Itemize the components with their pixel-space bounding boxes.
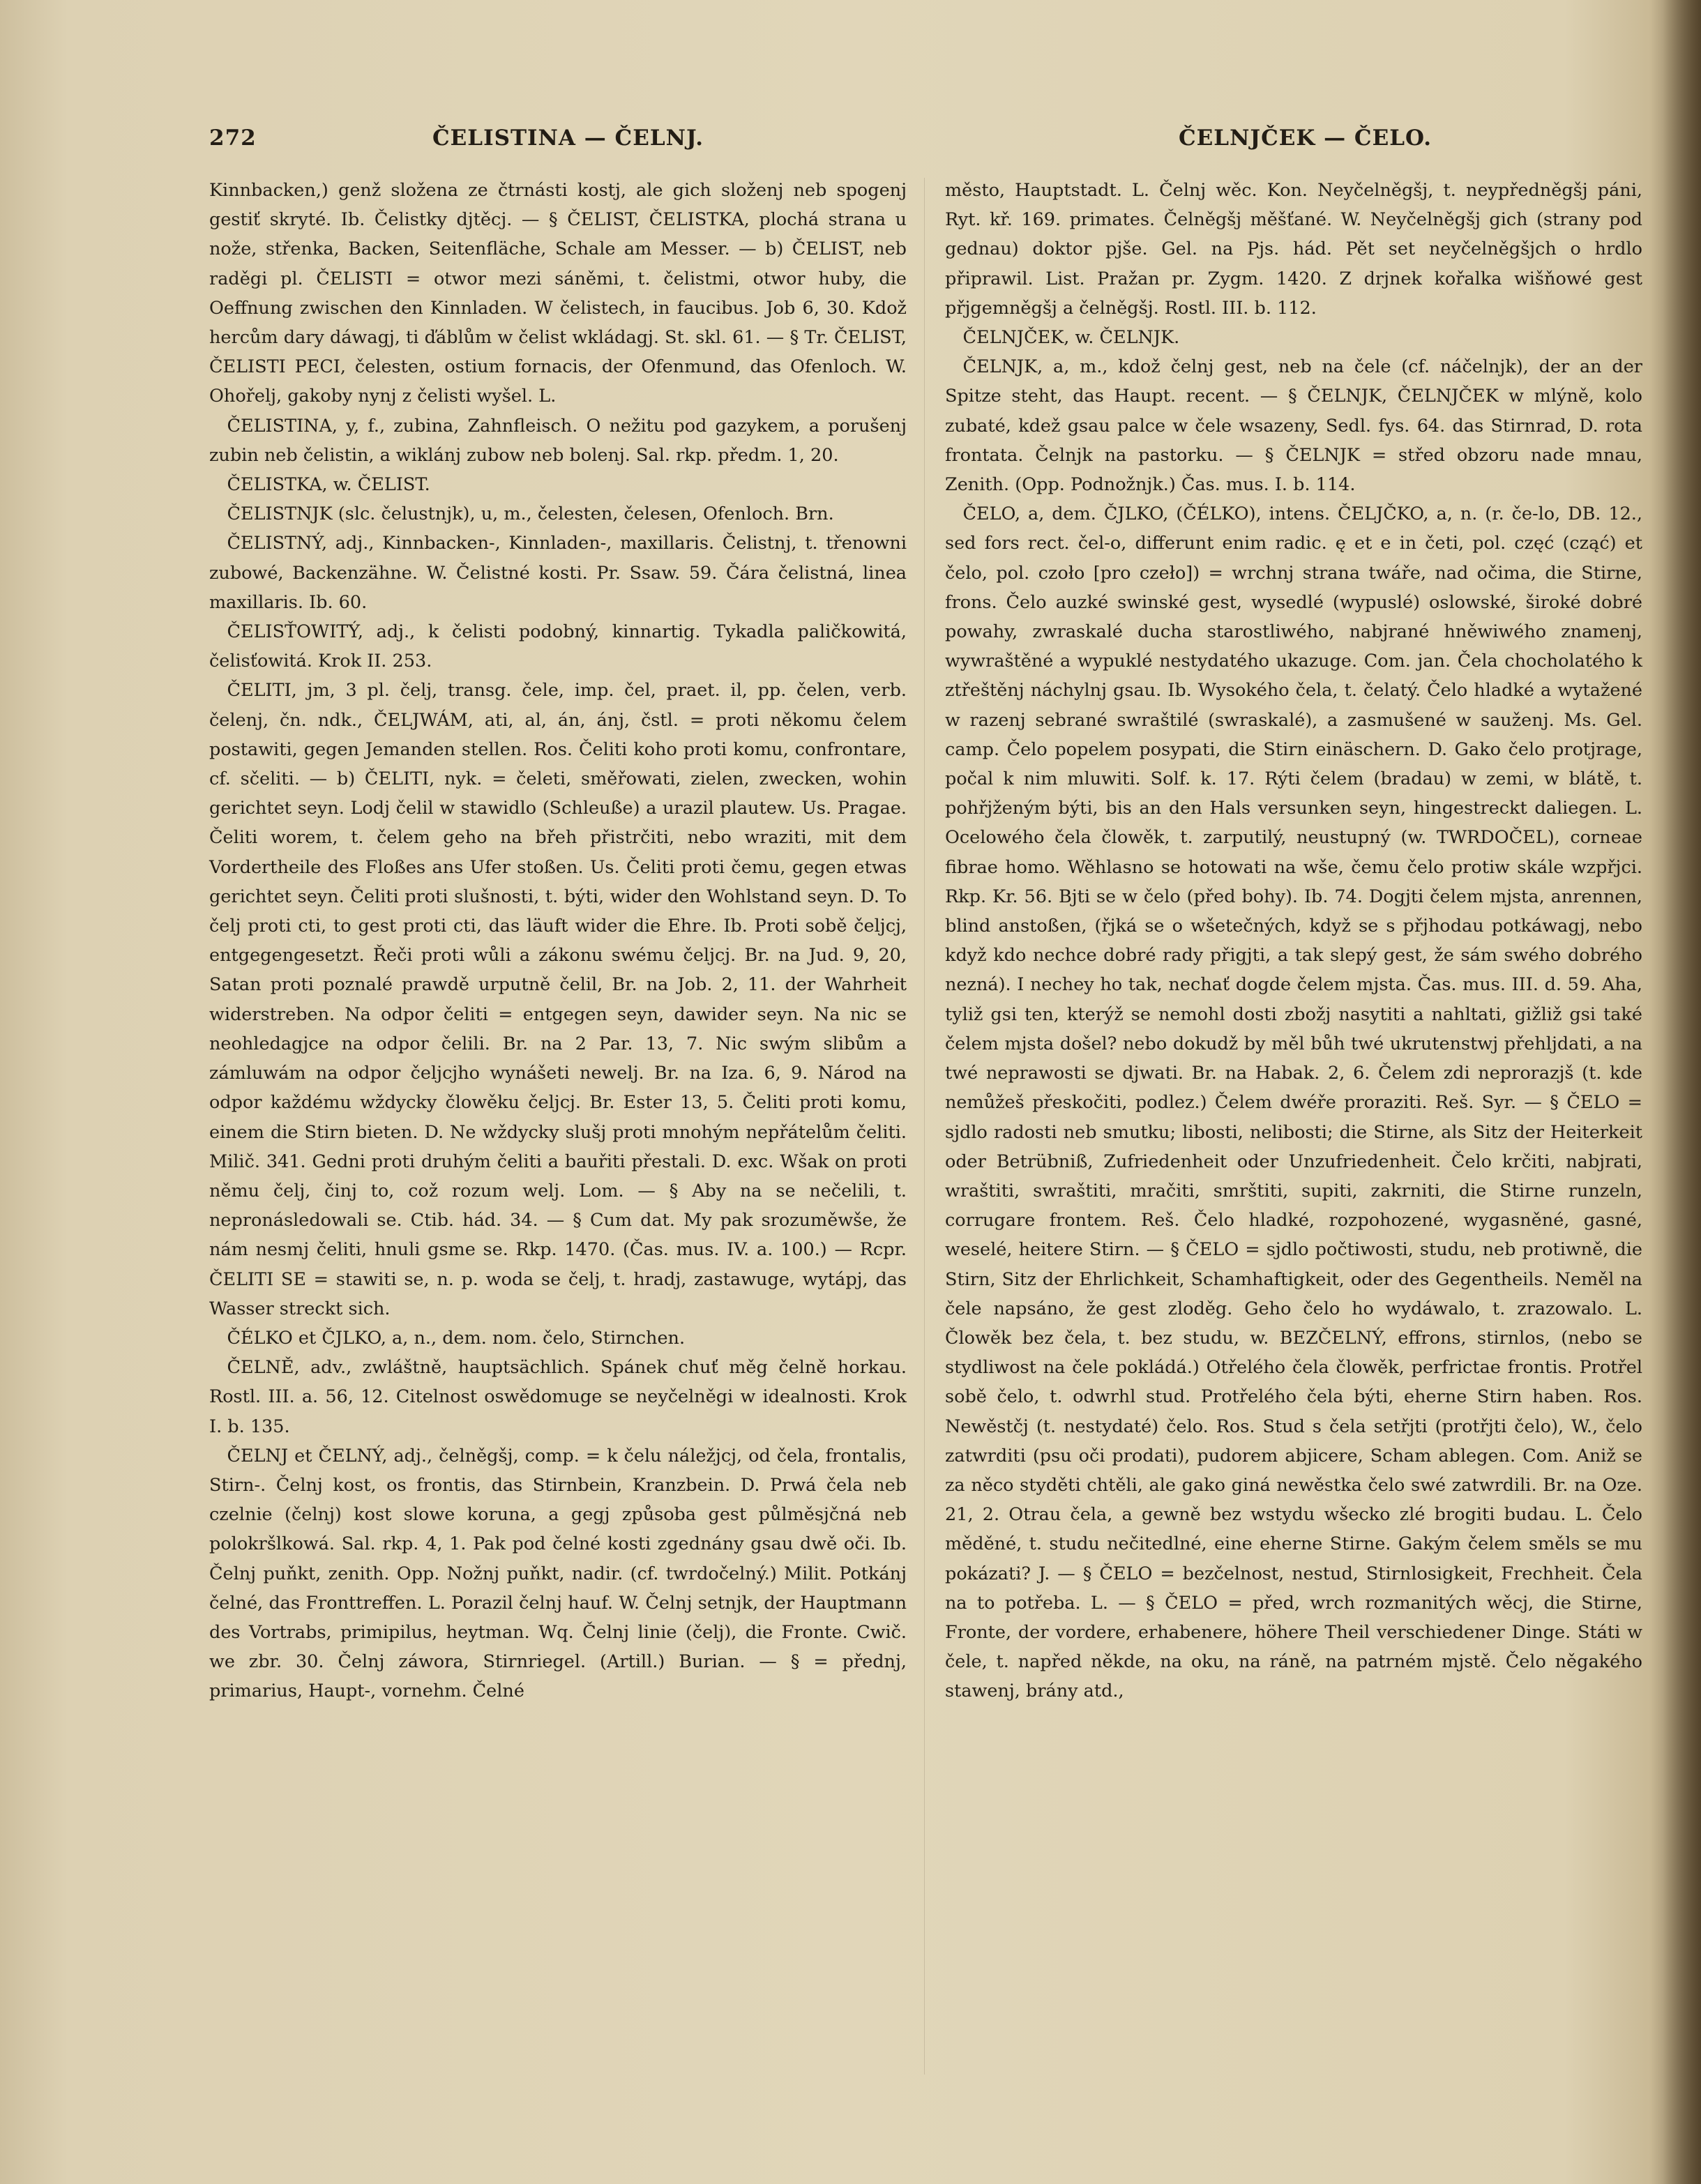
dictionary-entry: ČÉLKO et ČJLKO, a, n., dem. nom. čelo, Stirnchen. [227, 1327, 686, 1349]
running-head-right: ČELNJČEK — ČELO. [1179, 126, 1432, 151]
dictionary-entry: ČELISŤOWITÝ, adj., k čelisti podobný, kinnartig. Tykadla paličkowitá, čelisťowitá. Krok II. 253. [209, 621, 907, 672]
right-column [945, 176, 1642, 1706]
dictionary-entry: ČELNJK, a, m., kdož čelnj gest, neb na čele (cf. náčelnjk), der an der Spitze steht, das Haupt. recent. — § ČELNJK, ČELNJČEK w mlýně, kolo zubaté, kdež gsau palce w čele wsazeny, Sedl. fys. 64. das Stirnrad, D. rota frontata. Čelnjk na pastorku. — § ČELNJK = střed obzoru nade mnau, Zenith. (Opp. Podnožnjk.) Čas. mus. I. b. 114. [945, 356, 1642, 496]
left-column [209, 176, 907, 1706]
dictionary-entry: ČELISTNJK (slc. čelustnjk), u, m., čelesten, čelesen, Ofenloch. Brn. [227, 503, 834, 525]
dictionary-entry: Kinnbacken,) genž složena ze čtrnásti kostj, ale gich složenj neb spogenj gestiť skryté. Ib. Čelistky djtěcj. — § ČELIST, ČELISTKA, plochá strana u nože, střenka, Backen, Seitenfläche, Schale am Messer. — b) ČELIST, neb raděgi pl. ČELISTI = otwor mezi sáněmi, t. čelistmi, otwor huby, die Oeffnung zwischen den Kinnladen. W čelistech, in faucibus. Job 6, 30. Kdož hercům dary dáwagj, ti ďáblům w čelist wkládagj. St. skl. 61. — § Tr. ČELIST, ČELISTI PECI, čelesten, ostium fornacis, der Ofenmund, das Ofenloch. W. Ohořelj, gakoby nynj z čelisti wyšel. L. [209, 180, 907, 407]
dictionary-entry: ČELO, a, dem. ČJLKO, (ČÉLKO), intens. ČELJČKO, a, n. (r. če-lo, DB. 12., sed fors rect. čel-o, differunt enim radic. ę et e in četi, pol. częć (cząć) et čelo, pol. czoło [pro czeło]) = wrchnj strana twáře, nad očima, die Stirne, frons. Čelo auzké swinské gest, wysedlé (wypuslé) oslowské, široké dobré powahy, zwraskalé ducha starostliwého, nabjrané hněwiwého znamenj, wywraštěné a wypuklé nestydatého ukazuge. Com. jan. Čela chocholatého k ztřeštěnj náchylnj gsau. Ib. Wysokého čela, t. čelatý. Čelo hladké a wytažené w razenj sebrané swraštilé (swraskalé), a zasmušené w sauženj. Ms. Gel. camp. Čelo popelem posypati, die Stirn einäschern. D. Gako čelo protjrage, počal k nim mluwiti. Solf. k. 17. Rýti čelem (bradau) w zemi, w blátě, t. pohřjženým býti, bis an den Hals versunken seyn, hingestreckt daliegen. L. Ocelowého čela člowěk, t. zarputilý, neustupný (w. TWRDOČEL), corneae fibrae homo. Wěhlasno se hotowati na wše, čemu čelo protiw skále wzpřjci. Rkp. Kr. 56. Bjti se w čelo (před bohy). Ib. 74. Dogjti čelem mjsta, anrennen, blind anstoßen, (řjká se o wšetečných, když se s přjhodau potkáwagj, nebo když kdo nechce dobré rady přigjti, a tak slepý gest, že sám swého dobrého nezná). I nechey ho tak, nechať dogde čelem mjsta. Čas. mus. III. d. 59. Aha, tyliž gsi ten, kterýž se nemohl dosti zbožj nasytiti a nahltati, gižliž gsi také čelem mjsta došel? nebo dokudž by měl bůh twé ukrutenstwj přehljdati, a na twé neprawosti se djwati. Br. na Habak. 2, 6. Čelem zdi neprorazjš (t. kde nemůžeš přeskočiti, podlez.) Čelem dwéře proraziti. Reš. Syr. — § ČELO = sjdlo radosti neb smutku; libosti, nelibosti; die Stirne, als Sitz der Heiterkeit oder Betrübniß, Zufriedenheit oder Unzufriedenheit. Čelo krčiti, nabjrati, wraštiti, swraštiti, mračiti, smrštiti, supiti, zakrniti, die Stirne runzeln, corrugare frontem. Reš. Čelo hladké, rozpohozené, wygasněné, gasné, weselé, heitere Stirn. — § ČELO = sjdlo počtiwosti, studu, neb protiwně, die Stirn, Sitz der Ehrlichkeit, Schamhaftigkeit, oder des Gegentheils. Neměl na čele napsáno, že gest zloděg. Geho čelo ho wydáwalo, t. zrazowalo. L. Člowěk bez čela, t. bez studu, w. BEZČELNÝ, effrons, stirnlos, (nebo se stydliwost na čele pokládá.) Otřelého čela člowěk, perfrictae frontis. Protřel sobě čelo, t. odwrhl stud. Protřelého čela býti, eherne Stirn haben. Ros. Newěstčj (t. nestydaté) čelo. Ros. Stud s čela setřjti (protřjti čelo), W., čelo zatwrditi (psu oči prodati), pudorem abjicere, Scham ablegen. Com. Aniž se za něco styděti chtěli, ale gako giná newěstka čelo swé zatwrdili. Br. na Oze. 21, 2. Otrau čela, a gewně bez wstydu wšecko zlé brogiti budau. L. Čelo měděné, t. studu nečitedlné, eine eherne Stirne. Gakým čelem směls se mu pokázati? J. — § ČELO = bezčelnost, nestud, Stirnlosigkeit, Frechheit. Čela na to potřeba. L. — § ČELO = před, wrch rozmanitých wěcj, die Stirne, Fronte, der vordere, erhabenere, höhere Theil verschiedener Dinge. Státi w čele, t. napřed někde, na oku, na ráně, na patrném mjstě. Čelo něgakého stawenj, brány atd., [945, 503, 1642, 1702]
dictionary-entry: ČELNJ et ČELNÝ, adj., čelněgšj, comp. = k čelu náležjcj, od čela, frontalis, Stirn-. Čelnj kost, os frontis, das Stirnbein, Kranzbein. D. Prwá čela neb czelnie (čelnj) kost slowe koruna, a gegj způsoba gest půlměsjčná neb polokršlkowá. Sal. rkp. 4, 1. Pak pod čelné kosti zgednány gsau dwě oči. Ib. Čelnj puňkt, zenith. Opp. Nožnj puňkt, nadir. (cf. twrdočelný.) Milit. Potkánj čelné, das Fronttreffen. L. Porazil čelnj hauf. W. Čelnj setnjk, der Hauptmann des Vortrabs, primipilus, heytman. Wq. Čelnj linie (čelj), die Fronte. Cwič. we zbr. 30. Čelnj záwora, Stirnriegel. (Artill.) Burian. — § = přednj, primarius, Haupt-, vornehm. Čelné [209, 1445, 907, 1702]
dictionary-entry: ČELISTNÝ, adj., Kinnbacken-, Kinnladen-, maxillaris. Čelistnj, t. třenowni zubowé, Backenzähne. W. Čelistné kosti. Pr. Ssaw. 59. Čára čelistná, linea maxillaris. Ib. 60. [209, 533, 907, 613]
running-head-left: ČELISTINA — ČELNJ. [432, 126, 704, 151]
dictionary-entry: ČELISTINA, y, f., zubina, Zahnfleisch. O nežitu pod gazykem, a porušenj zubin neb čelistin, a wiklánj zubow neb bolenj. Sal. rkp. předm. 1, 20. [209, 415, 907, 466]
dictionary-entry: město, Hauptstadt. L. Čelnj wěc. Kon. Neyčelněgšj, t. neypředněgšj páni, Ryt. kř. 169. primates. Čelněgšj měšťané. W. Neyčelněgšj gich (strany pod gednau) doktor pjše. Gel. na Pjs. hád. Pět set neyčelněgšjch o hrdlo připrawil. List. Pražan pr. Zygm. 1420. Z drjnek kořalka wišňowé gest přjgemněgšj a čelněgšj. Rostl. III. b. 112. [945, 180, 1642, 319]
page-number: 272 [209, 126, 257, 151]
dictionary-entry: ČELITI, jm, 3 pl. čelj, transg. čele, imp. čel, praet. il, pp. čelen, verb. čelenj, čn. ndk., ČELJWÁM, ati, al, án, ánj, čstl. = proti někomu čelem postawiti, gegen Jemanden stellen. Ros. Čeliti koho proti komu, confrontare, cf. sčeliti. — b) ČELITI, nyk. = čeleti, směřowati, zielen, zwecken, wohin gerichtet seyn. Lodj čelil w stawidlo (Schleuße) a urazil plautew. Us. Pragae. Čeliti worem, t. čelem geho na břeh přistrčiti, nebo wraziti, mit dem Vordertheile des Floßes ans Ufer stoßen. Us. Čeliti proti čemu, gegen etwas gerichtet seyn. Čeliti proti slušnosti, t. býti, wider den Wohlstand seyn. D. To čelj proti cti, to gest proti cti, das läuft wider die Ehre. Ib. Proti sobě čeljcj, entgegengesetzt. Řeči proti wůli a zákonu swému čeljcj. Br. na Jud. 9, 20, Satan proti poznalé prawdě urputně čelil, Br. na Job. 2, 11. der Wahrheit widerstreben. Na odpor čeliti = entgegen seyn, dawider seyn. Na nic se neohledagjce na odpor čelili. Br. na 2 Par. 13, 7. Nic swým slibům a zámluwám na odpor čeljcjho wynášeti newelj. Br. na Iza. 6, 9. Národ na odpor každému wždycky člowěku čeljcj. Br. Ester 13, 5. Čeliti proti komu, einem die Stirn bieten. D. Ne wždycky slušj proti mnohým nepřátelům čeliti. Milič. 341. Gedni proti druhým čeliti a bauřiti přestali. D. exc. Wšak on proti němu čelj, činj to, což rozum welj. Lom. — § Aby na se nečelili, t. nepronásledowali se. Ctib. hád. 34. — § Cum dat. My pak srozuměwše, že nám nesmj čeliti, hnuli gsme se. Rkp. 1470. (Čas. mus. IV. a. 100.) — Rcpr. ČELITI SE = stawiti se, n. p. woda se čelj, t. hradj, zastawuge, wytápj, das Wasser streckt sich. [209, 680, 907, 1319]
dictionary-entry: ČELISTKA, w. ČELIST. [227, 474, 430, 496]
dictionary-entry: ČELNJČEK, w. ČELNJK. [962, 327, 1180, 349]
dictionary-entry: ČELNĚ, adv., zwláštně, hauptsächlich. Spánek chuť měg čelně horkau. Rostl. III. a. 56, 12. Citelnost oswědomuge se neyčelněgi w idealnosti. Krok I. b. 135. [209, 1357, 907, 1437]
page-edge-shadow [1663, 0, 1701, 2184]
column-divider [924, 178, 925, 2075]
